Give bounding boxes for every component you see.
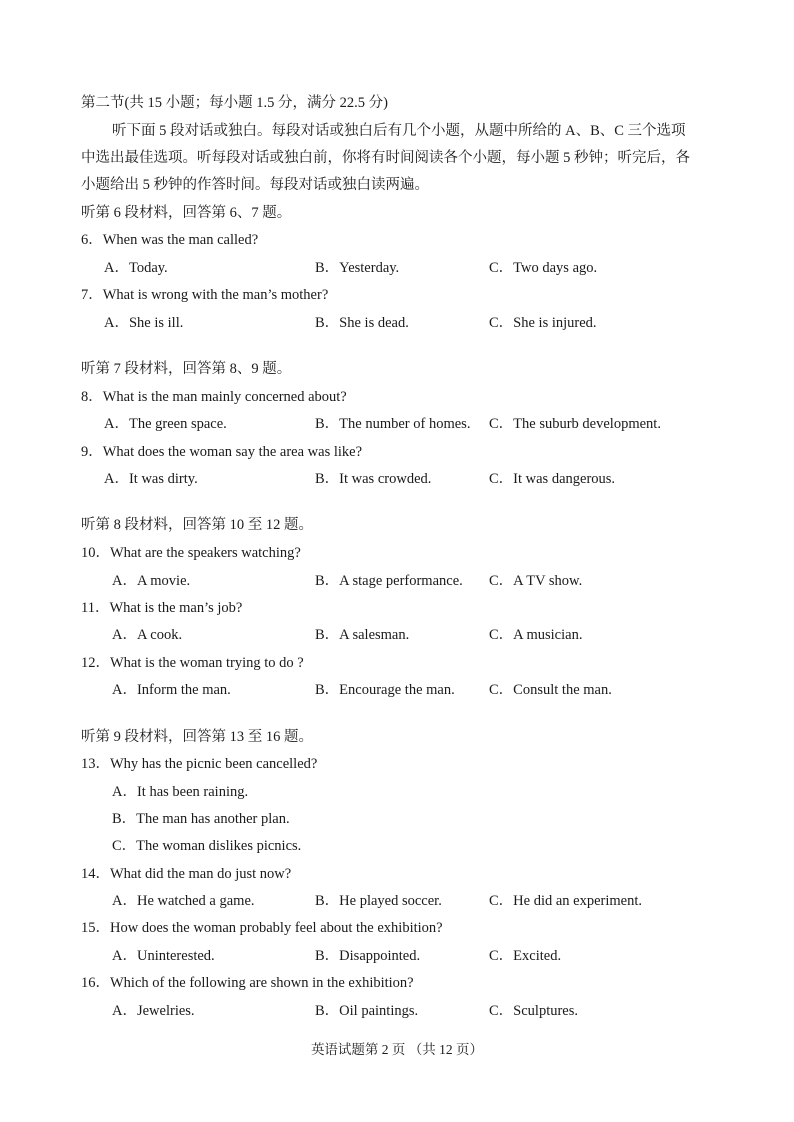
question-number: 15． xyxy=(81,920,110,936)
option-a: A．The green space. xyxy=(104,416,227,432)
option-b: B．Yesterday. xyxy=(315,260,400,276)
question-text: What is the man mainly concerned about? xyxy=(102,389,347,405)
question-14 xyxy=(81,864,291,884)
question-13 xyxy=(81,754,317,774)
option-c: C．Excited. xyxy=(489,948,562,964)
option-b: B．Encourage the man. xyxy=(315,682,455,698)
section-intro-line-2: 中选出最佳选项。听每段对话或独白前，你将有时间阅读各个小题，每小题 5 秒钟；听完后，各 xyxy=(81,150,690,166)
option-b: B．The number of homes. xyxy=(315,416,471,432)
question-number: 9． xyxy=(81,444,103,460)
question-text: What did the man do just now? xyxy=(110,866,292,882)
section-intro-line-1: 听下面 5 段对话或独白。每段对话或独白后有几个小题，从题中所给的 A、B、C 三个选项 xyxy=(112,123,686,139)
option-a: A．A movie. xyxy=(112,573,191,589)
question-number: 14． xyxy=(81,866,110,882)
group-heading: 听第 6 段材料，回答第 6、7 题。 xyxy=(81,205,292,221)
option-a: A．Today. xyxy=(104,260,168,276)
group-heading: 听第 9 段材料，回答第 13 至 16 题。 xyxy=(81,729,313,745)
question-number: 7． xyxy=(81,287,103,303)
option-b: B．She is dead. xyxy=(315,315,409,331)
question-text: What does the woman say the area was like? xyxy=(102,444,363,460)
question-number: 16． xyxy=(81,975,110,991)
option-b: B．The man has another plan. xyxy=(112,811,290,827)
question-text: How does the woman probably feel about the exhibition? xyxy=(110,920,443,936)
question-8 xyxy=(81,387,347,407)
question-number: 12． xyxy=(81,655,110,671)
question-number: 13． xyxy=(81,756,110,772)
option-a: A．Jewelries. xyxy=(112,1003,195,1019)
question-10 xyxy=(81,543,301,563)
question-number: 6． xyxy=(81,232,103,248)
option-c: C．A musician. xyxy=(489,627,583,643)
option-b: B．He played soccer. xyxy=(315,893,442,909)
option-c: C．The suburb development. xyxy=(489,416,661,432)
question-number: 8． xyxy=(81,389,103,405)
option-a: A．It has been raining. xyxy=(112,784,249,800)
question-7 xyxy=(81,285,328,305)
question-15 xyxy=(81,918,443,938)
question-9 xyxy=(81,442,362,462)
question-number: 10． xyxy=(81,545,110,561)
question-number: 11． xyxy=(81,600,110,616)
option-a: A．Inform the man. xyxy=(112,682,231,698)
section-intro-line-3: 小题给出 5 秒钟的作答时间。每段对话或独白读两遍。 xyxy=(81,177,429,193)
option-b: B．It was crowded. xyxy=(315,471,432,487)
group-heading: 听第 7 段材料，回答第 8、9 题。 xyxy=(81,361,292,377)
option-b: B．Disappointed. xyxy=(315,948,421,964)
option-a: A．She is ill. xyxy=(104,315,184,331)
section-title: 第二节(共 15 小题；每小题 1.5 分，满分 22.5 分) xyxy=(81,95,388,111)
option-b: B．A stage performance. xyxy=(315,573,463,589)
question-text: When was the man called? xyxy=(102,232,259,248)
option-c: C．Sculptures. xyxy=(489,1003,579,1019)
question-text: What is the man’s job? xyxy=(109,600,243,616)
question-11 xyxy=(81,598,242,618)
option-c: C．He did an experiment. xyxy=(489,893,643,909)
option-b: B．A salesman. xyxy=(315,627,410,643)
question-12 xyxy=(81,653,304,673)
option-a: A．A cook. xyxy=(112,627,183,643)
option-a: A．Uninterested. xyxy=(112,948,215,964)
option-c: C．A TV show. xyxy=(489,573,583,589)
option-a: A．It was dirty. xyxy=(104,471,198,487)
question-text: What is the woman trying to do ? xyxy=(110,655,304,671)
option-c: C．The woman dislikes picnics. xyxy=(112,838,302,854)
option-c: C．Two days ago. xyxy=(489,260,598,276)
question-6 xyxy=(81,230,258,250)
question-text: What is wrong with the man’s mother? xyxy=(102,287,329,303)
option-c: C．It was dangerous. xyxy=(489,471,616,487)
question-text: Which of the following are shown in the exhibition? xyxy=(110,975,414,991)
group-heading: 听第 8 段材料，回答第 10 至 12 题。 xyxy=(81,517,313,533)
question-text: Why has the picnic been cancelled? xyxy=(110,756,318,772)
option-c: C．Consult the man. xyxy=(489,682,612,698)
option-c: C．She is injured. xyxy=(489,315,597,331)
option-a: A．He watched a game. xyxy=(112,893,255,909)
option-b: B．Oil paintings. xyxy=(315,1003,419,1019)
page-footer: 英语试题第 2 页 （共 12 页） xyxy=(310,1042,484,1057)
question-16 xyxy=(81,973,414,993)
question-text: What are the speakers watching? xyxy=(110,545,301,561)
